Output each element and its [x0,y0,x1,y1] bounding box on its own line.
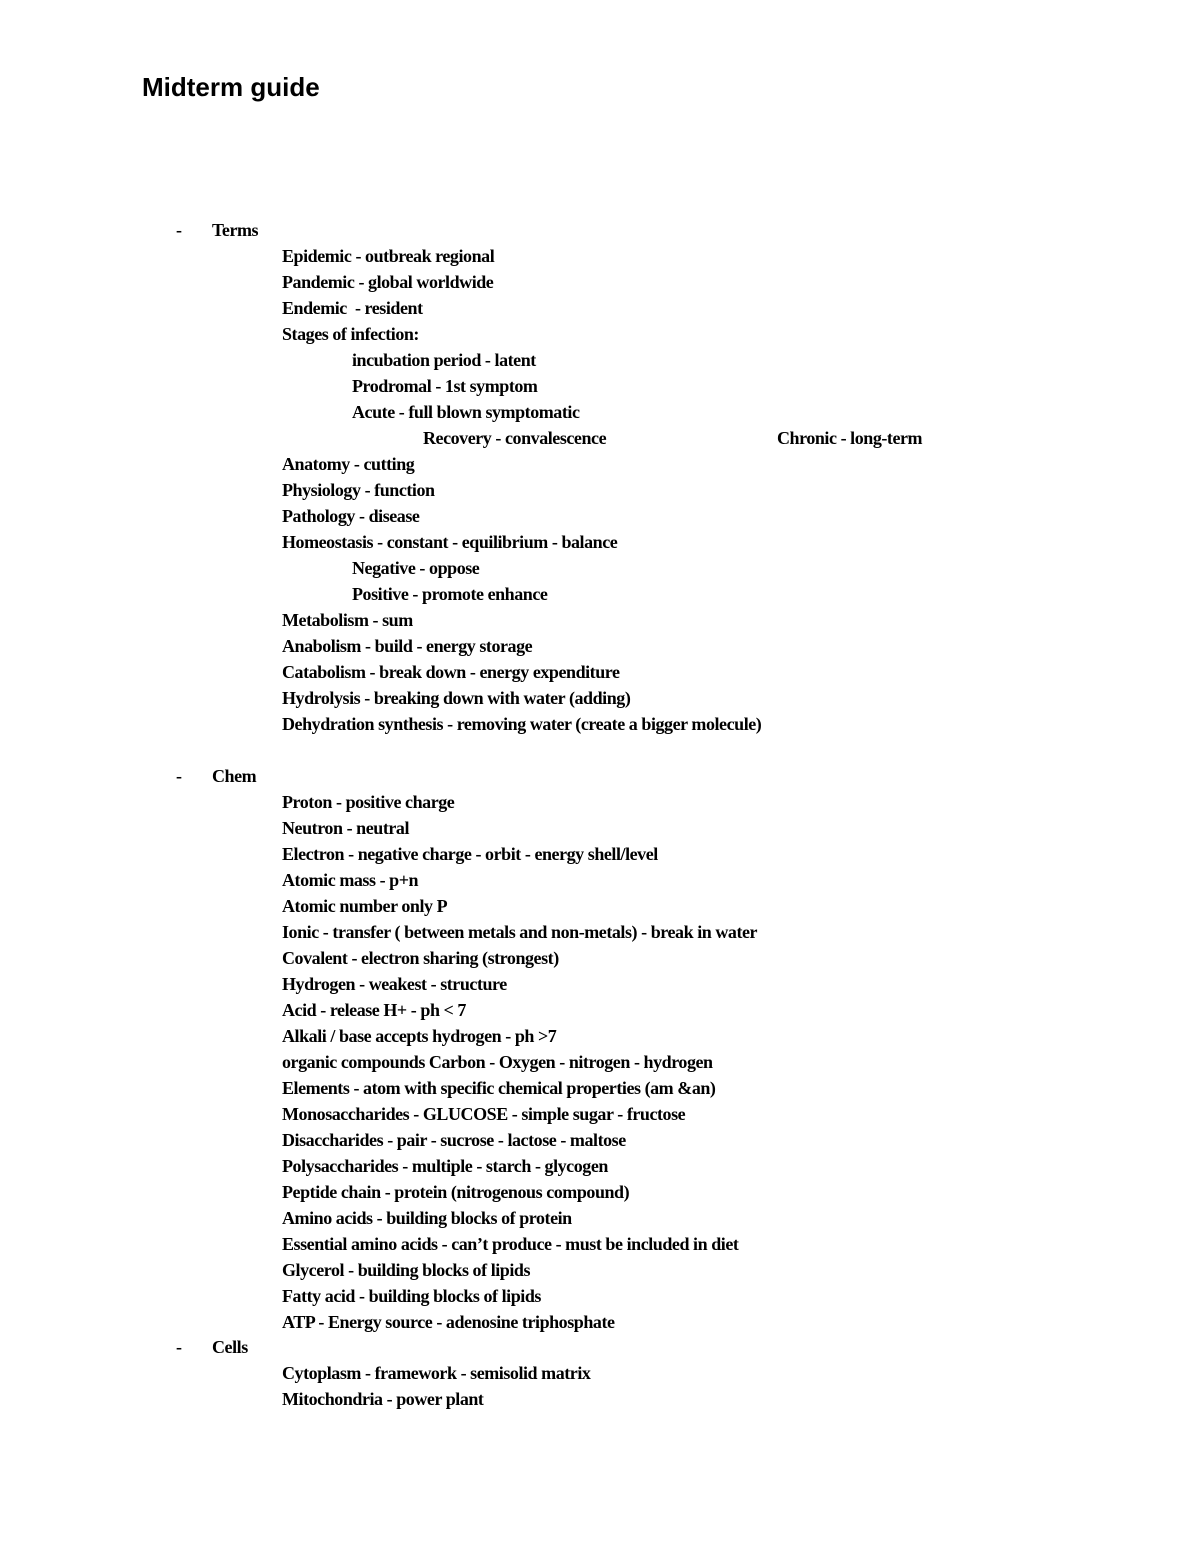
chem-line: Electron - negative charge - orbit - energy shell/level [282,844,658,864]
chem-line: Acid - release H+ - ph < 7 [282,1000,466,1020]
chem-line: ATP - Energy source - adenosine triphosphate [282,1312,615,1332]
term-subline: Negative - oppose [352,558,480,578]
chem-line: Amino acids - building blocks of protein [282,1208,572,1228]
term-line: Epidemic - outbreak regional [282,246,495,266]
chem-line: Monosaccharides - GLUCOSE - simple sugar - fructose [282,1104,686,1124]
chem-line: Hydrogen - weakest - structure [282,974,507,994]
document-title: Midterm guide [142,72,320,102]
cells-line: Cytoplasm - framework - semisolid matrix [282,1363,591,1383]
section-bullet: - [176,220,182,240]
term-line: Homeostasis - constant - equilibrium - balance [282,532,618,552]
chem-line: Ionic - transfer ( between metals and non-metals) - break in water [282,922,758,942]
chem-line: organic compounds Carbon - Oxygen - nitrogen - hydrogen [282,1052,713,1072]
chem-line: Alkali / base accepts hydrogen - ph >7 [282,1026,557,1046]
term-subline: Recovery - convalescence [423,428,607,448]
chem-line: Atomic number only P [282,896,448,916]
term-line: Pandemic - global worldwide [282,272,494,292]
cells-line: Mitochondria - power plant [282,1389,484,1409]
term-line: Anabolism - build - energy storage [282,636,533,656]
chem-line: Covalent - electron sharing (strongest) [282,948,559,968]
term-subline: Chronic - long-term [777,428,923,448]
term-line: Pathology - disease [282,506,420,526]
chem-line: Glycerol - building blocks of lipids [282,1260,531,1280]
term-subline: Acute - full blown symptomatic [352,402,580,422]
term-subline: incubation period - latent [352,350,536,370]
section-heading-chem: Chem [212,766,257,786]
chem-line: Disaccharides - pair - sucrose - lactose - maltose [282,1130,626,1150]
term-line: Catabolism - break down - energy expenditure [282,662,620,682]
section-heading-terms: Terms [212,220,259,240]
term-line: Metabolism - sum [282,610,413,630]
chem-line: Peptide chain - protein (nitrogenous compound) [282,1182,630,1202]
term-subline: Positive - promote enhance [352,584,548,604]
chem-line: Fatty acid - building blocks of lipids [282,1286,541,1306]
section-bullet: - [176,766,182,786]
term-line: Endemic - resident [282,298,423,318]
chem-line: Essential amino acids - can’t produce - must be included in diet [282,1234,739,1254]
section-heading-cells: Cells [212,1337,248,1357]
term-line: Hydrolysis - breaking down with water (adding) [282,688,631,708]
chem-line: Elements - atom with specific chemical properties (am &an) [282,1078,716,1098]
chem-line: Proton - positive charge [282,792,455,812]
chem-line: Neutron - neutral [282,818,410,838]
term-subline: Prodromal - 1st symptom [352,376,538,396]
term-line: Physiology - function [282,480,435,500]
term-line: Anatomy - cutting [282,454,415,474]
chem-line: Atomic mass - p+n [282,870,419,890]
term-line: Dehydration synthesis - removing water (create a bigger molecule) [282,714,762,734]
section-bullet: - [176,1337,182,1357]
term-line: Stages of infection: [282,324,419,344]
chem-line: Polysaccharides - multiple - starch - glycogen [282,1156,608,1176]
